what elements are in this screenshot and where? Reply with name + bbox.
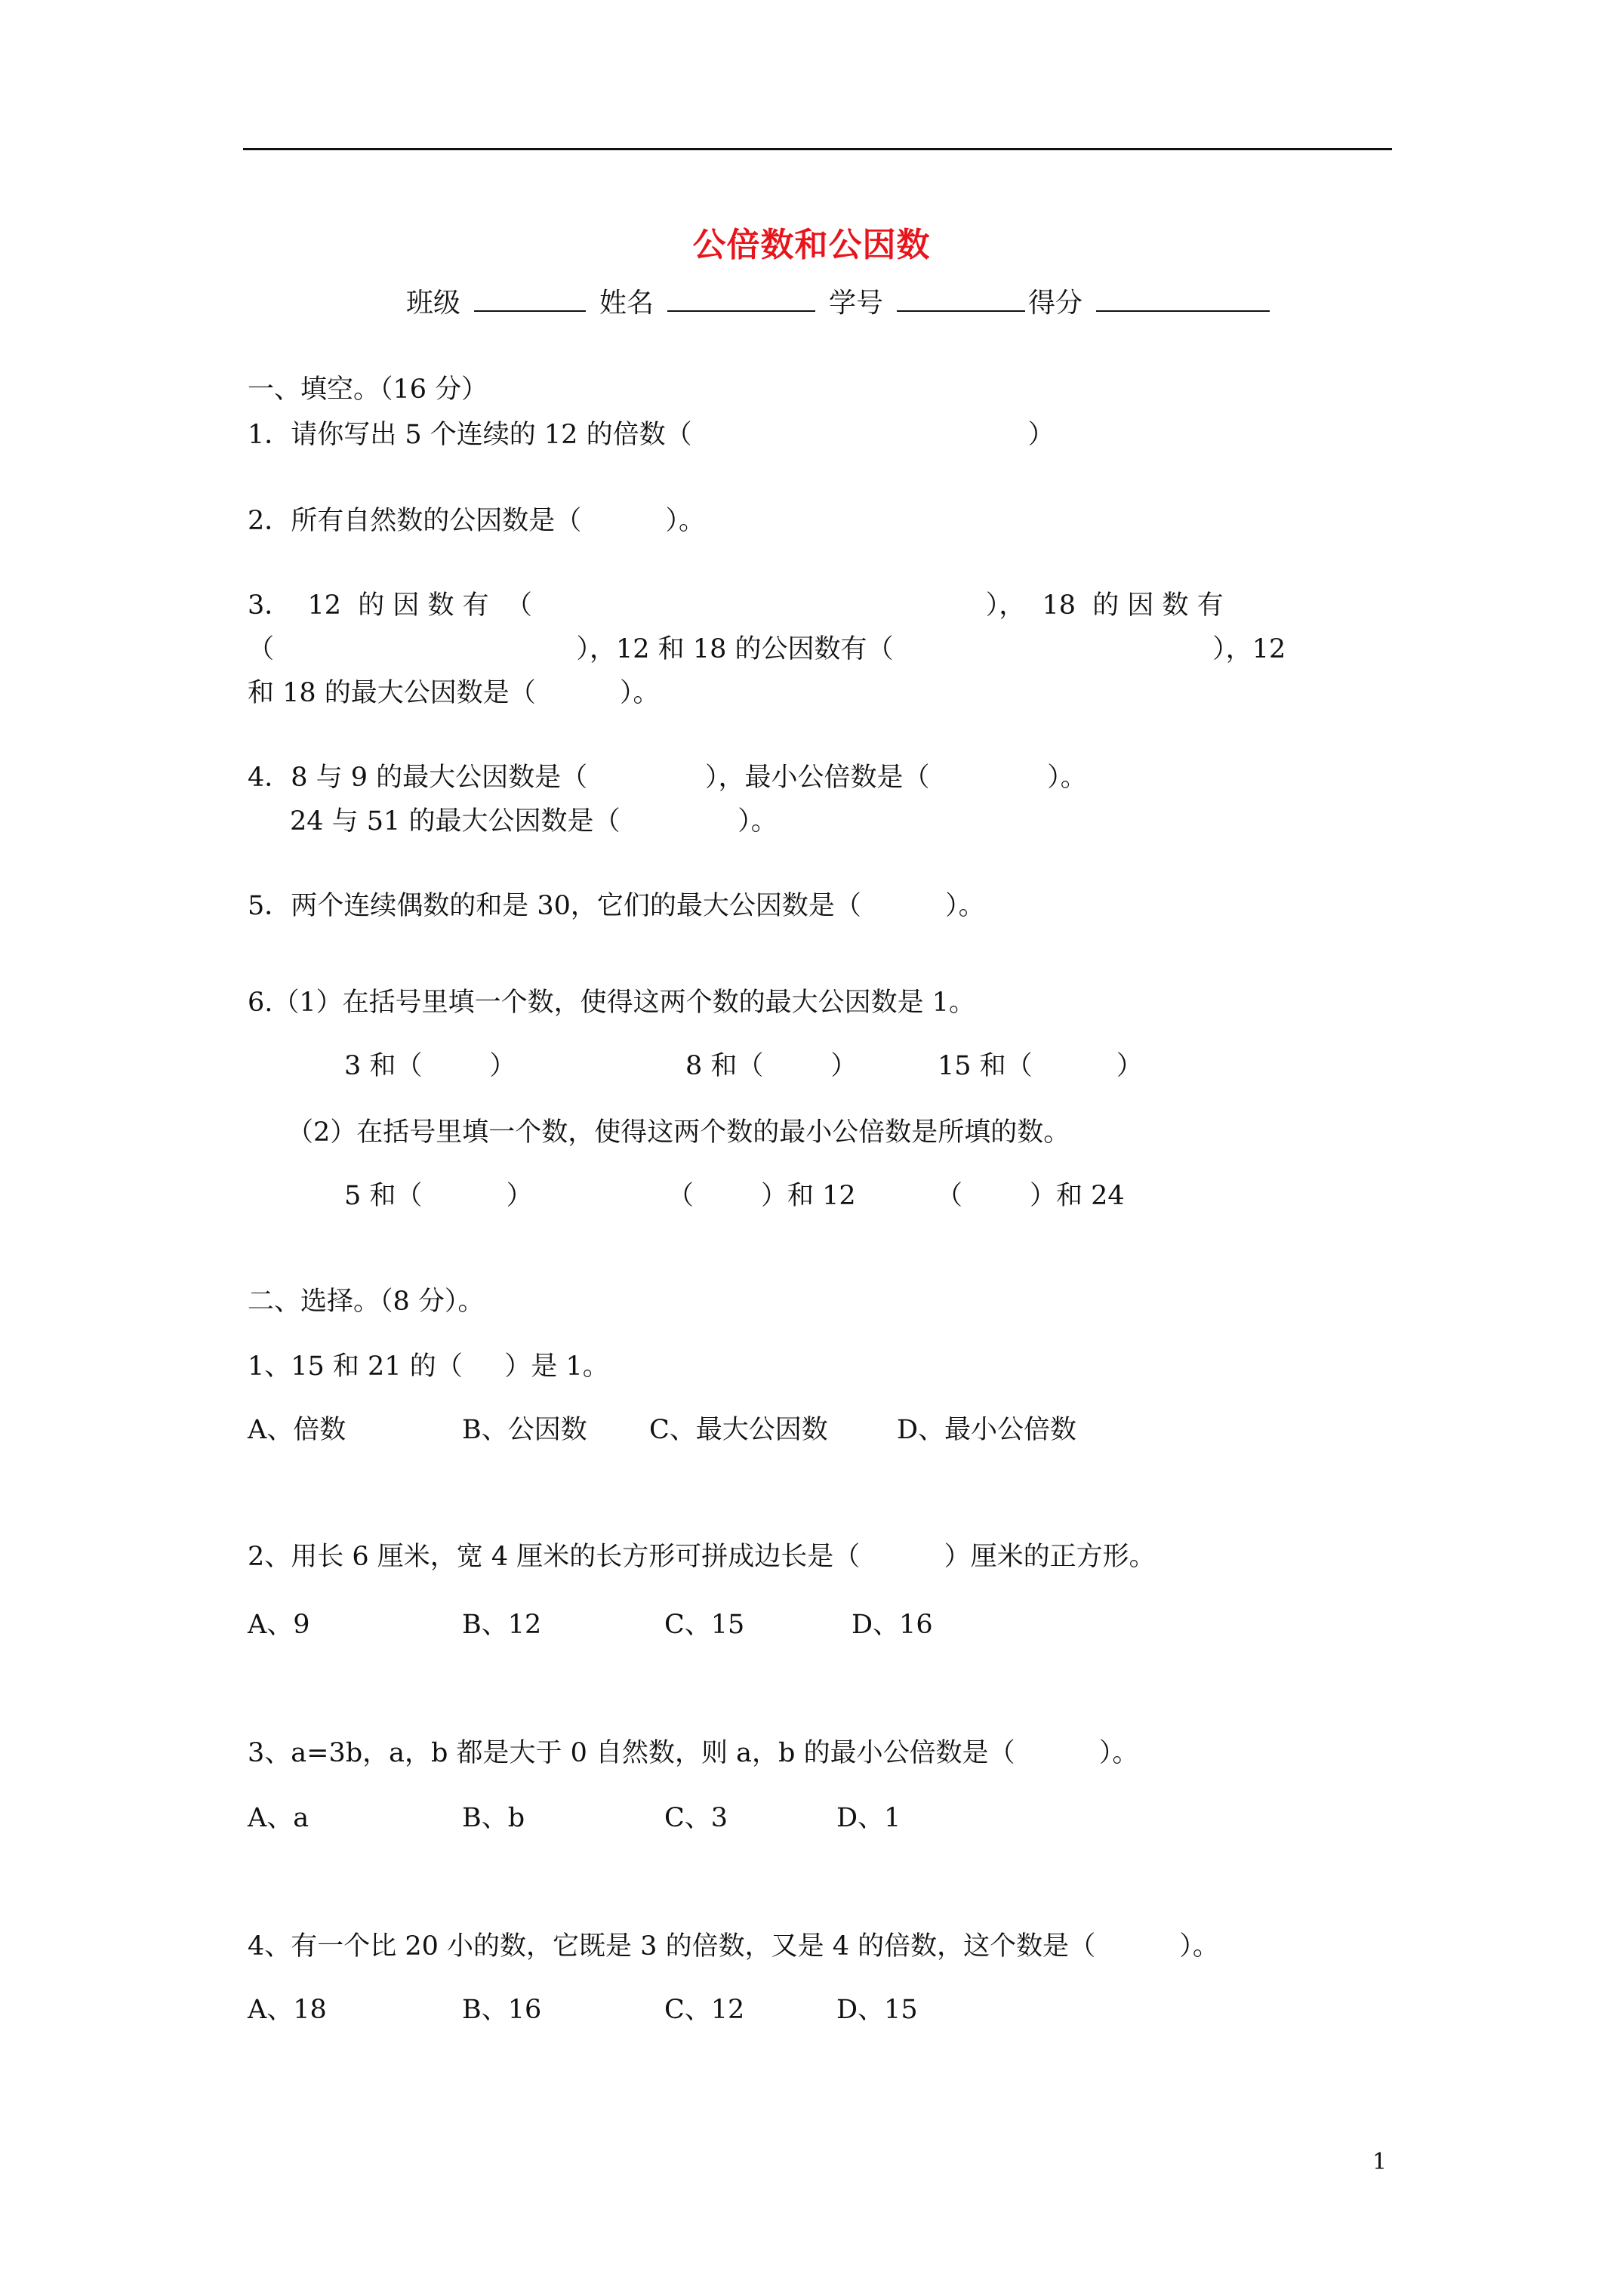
section-heading-choice: 二、选择。（8 分）。	[248, 1287, 485, 1317]
section-heading-fill: 一、填空。（16 分）	[248, 374, 488, 405]
choice-4-option-b[interactable]: B、16	[462, 1995, 542, 2025]
score-label: 得分	[1028, 288, 1083, 319]
choice-4: 4、有一个比 20 小的数，它既是 3 的倍数，又是 4 的倍数，这个数是（ ）。	[248, 1931, 1219, 1962]
choice-1-option-b[interactable]: B、公因数	[462, 1415, 587, 1445]
name-label: 姓名	[599, 288, 654, 319]
question-3-line-2: （ ），12 和 18 的公因数有（ ），12	[248, 634, 1286, 664]
question-6-part-2: （2）在括号里填一个数，使得这两个数的最小公倍数是所填的数。	[287, 1117, 1070, 1148]
choice-1-option-d[interactable]: D、最小公倍数	[897, 1415, 1077, 1445]
choice-1-option-c[interactable]: C、最大公因数	[649, 1415, 828, 1445]
question-2: 2．所有自然数的公因数是（ ）。	[248, 506, 706, 536]
choice-3-option-b[interactable]: B、b	[462, 1803, 525, 1833]
choice-1-option-a[interactable]: A、倍数	[248, 1415, 346, 1445]
question-5: 5．两个连续偶数的和是 30，它们的最大公因数是（ ）。	[248, 891, 985, 921]
choice-2-option-d[interactable]: D、16	[852, 1610, 933, 1640]
student-info-line	[406, 287, 1283, 320]
choice-3-option-d[interactable]: D、1	[836, 1803, 901, 1833]
choice-3-option-c[interactable]: C、3	[664, 1803, 728, 1833]
choice-2-option-c[interactable]: C、15	[664, 1610, 745, 1640]
choice-1: 1、15 和 21 的（ ）是 1。	[248, 1351, 609, 1382]
question-4-line-2: 24 与 51 的最大公因数是（ ）。	[290, 806, 778, 837]
question-3-line-1: 3． 12 的 因 数 有 （ ）， 18 的 因 数 有	[248, 590, 1224, 621]
question-3-line-3: 和 18 的最大公因数是（ ）。	[248, 678, 660, 708]
question-6-2-item-b: （ ）和 12	[667, 1181, 856, 1211]
id-label: 学号	[829, 288, 884, 319]
question-4-line-1: 4．8 与 9 的最大公因数是（ ），最小公倍数是（ ）。	[248, 763, 1087, 793]
question-6-1-item-b: 8 和（ ）	[685, 1051, 858, 1081]
question-6-2-item-c: （ ）和 24	[936, 1181, 1125, 1211]
choice-3-option-a[interactable]: A、a	[248, 1803, 310, 1833]
choice-4-option-a[interactable]: A、18	[248, 1995, 327, 2025]
id-blank[interactable]	[897, 288, 1025, 312]
choice-2-option-b[interactable]: B、12	[462, 1610, 542, 1640]
page-title: 公倍数和公因数	[692, 226, 931, 264]
choice-2: 2、用长 6 厘米，宽 4 厘米的长方形可拼成边长是（ ）厘米的正方形。	[248, 1542, 1156, 1572]
choice-4-option-d[interactable]: D、15	[836, 1995, 918, 2025]
question-6-1-item-a: 3 和（ ）	[344, 1051, 516, 1081]
question-6-1-item-c: 15 和（ ）	[938, 1051, 1143, 1081]
question-1: 1．请你写出 5 个连续的 12 的倍数（ ）	[248, 420, 1055, 450]
class-blank[interactable]	[474, 288, 586, 312]
class-label: 班级	[406, 288, 461, 319]
choice-3: 3、a=3b，a，b 都是大于 0 自然数，则 a，b 的最小公倍数是（ ）。	[248, 1738, 1139, 1768]
header-rule	[243, 148, 1392, 150]
question-6-2-item-a: 5 和（ ）	[344, 1181, 533, 1211]
name-blank[interactable]	[667, 288, 815, 312]
score-blank[interactable]	[1096, 288, 1270, 312]
choice-4-option-c[interactable]: C、12	[664, 1995, 745, 2025]
question-6-part-1: 6.（1）在括号里填一个数，使得这两个数的最大公因数是 1。	[248, 988, 976, 1018]
choice-2-option-a[interactable]: A、9	[248, 1610, 310, 1640]
page-number: 1	[1372, 2149, 1387, 2175]
